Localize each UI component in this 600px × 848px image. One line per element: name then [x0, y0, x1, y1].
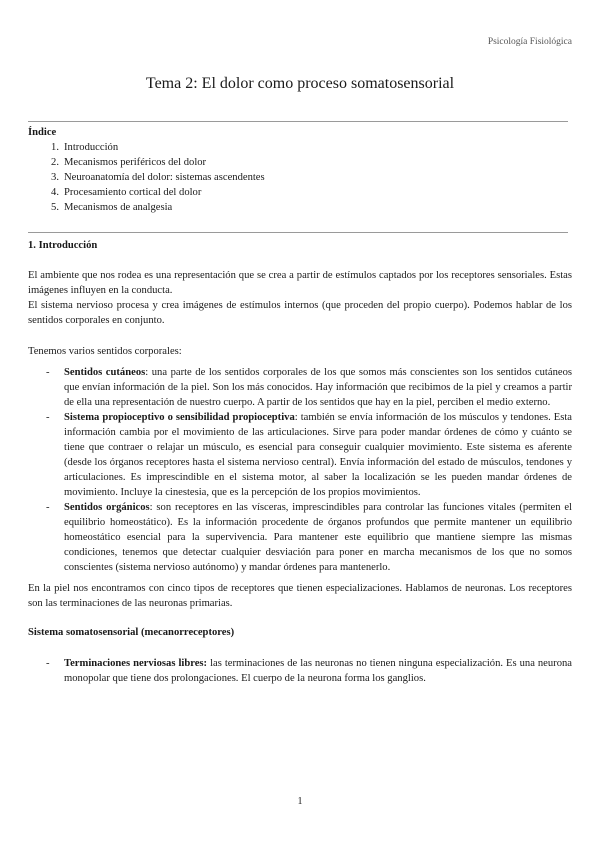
- bullet-item: - Sentidos cutáneos: una parte de los sentidos corporales de los que somos más conscientes son los sentidos cutáneos que envían información de la piel. Son los más conocidos. Hay información que recibimos de la piel y creamos a partir de ella una representación de nuestro cuerpo. A partir de los sentidos que hay en la piel, perciben el medio externo.: [46, 367, 572, 408]
- bullet-item: - Terminaciones nerviosas libres: las terminaciones de las neuronas no tienen ninguna especialización. Es una neurona monopolar que tiene dos prolongaciones. El cuerpo de la neurona forma los ganglios.: [46, 658, 572, 684]
- bullet-text: : una parte de los sentidos corporales de los que somos más conscientes son los sentidos cutáneos que envían información de la piel. Son los más conocidos. Hay información que recibimos de la piel y creamos a partir de ella una representación de nuestro cuerpo. A partir de los sentidos que hay en la piel, perciben el medio externo.: [64, 367, 572, 408]
- bullet-text: : también se envía información de los músculos y tendones. Esta información cambia por el movimiento de las articulaciones. Sirve para poder mandar órdenes de cómo y cuánto se tiene que contraer o relajar un músculo, es esencial para conseguir cualquier movimiento. Este sistema es aferente (desde los órganos receptores hasta el sistema nervioso central). Envía información del estado de músculos, tendones y articulaciones. Es imprescindible en el sistema motor, al saber la localización se les pueden mandar órdenes de movimiento. Incluye la cinestesia, que es la percepción de los propios movimientos.: [64, 412, 572, 498]
- paragraph: El ambiente que nos rodea es una representación que se crea a partir de estímulos captados por los receptores sensoriales. Estas imágenes influyen en la conducta.: [28, 270, 572, 296]
- index-item-label: Mecanismos de analgesia: [64, 202, 173, 213]
- divider-top: [28, 121, 568, 122]
- index-item: 1. Introducción: [51, 142, 119, 153]
- divider-bottom: [28, 232, 568, 233]
- paragraph: El sistema nervioso procesa y crea imágenes de estímulos internos (que proceden del propio cuerpo). Podemos hablar de los sentidos corporales en conjunto.: [28, 300, 572, 326]
- paragraph: Tenemos varios sentidos corporales:: [28, 346, 182, 357]
- section-introduccion: [28, 238, 572, 686]
- index-item-label: Procesamiento cortical del dolor: [64, 187, 202, 198]
- page-number: 1: [297, 796, 303, 807]
- bullet-term: Sentidos cutáneos: [64, 367, 146, 378]
- index-item-label: Neuroanatomía del dolor: sistemas ascendentes: [64, 172, 265, 183]
- index-item-label: Introducción: [64, 142, 119, 153]
- bullet-item: - Sistema propioceptivo o sensibilidad propioceptiva: también se envía información de los músculos y tendones. Esta información cambia por el movimiento de las articulaciones. Sirve para poder mandar órdenes de cómo y cuánto se tiene que contraer o relajar un músculo, es esencial para conseguir cualquier movimiento. Este sistema es aferente (desde los órganos receptores hasta el sistema nervioso central). Envía información del estado de músculos, tendones y articulaciones. Es imprescindible en el sistema motor, al saber la localización se les pueden mandar órdenes de movimiento. Incluye la cinestesia, que es la percepción de los propios movimientos.: [46, 412, 572, 498]
- bullet-item: - Sentidos orgánicos: son receptores en las vísceras, imprescindibles para controlar las funciones vitales (permiten el equilibrio homeostático). Es la información procedente de órganos profundos que permite mantener un equilibrio homeostático esencial para la supervivencia. Para mantener este equilibrio que mantiene siempre las mismas condiciones, tenemos que detectar cualquier desviación para poner en marcha mecanismos de los que no somos conscientes (sistema nervioso autónomo) y mandar órdenes para mantenerlo.: [46, 502, 572, 573]
- index-item: 4. Procesamiento cortical del dolor: [51, 187, 202, 198]
- running-header: Psicología Fisiológica: [487, 37, 572, 47]
- index-item: 2. Mecanismos periféricos del dolor: [51, 157, 207, 168]
- index-item: 3. Neuroanatomía del dolor: sistemas ascendentes: [51, 172, 265, 183]
- table-of-contents: [28, 125, 572, 215]
- index-list: [28, 140, 572, 215]
- index-item: 5. Mecanismos de analgesia: [51, 202, 173, 213]
- index-item-label: Mecanismos periféricos del dolor: [64, 157, 207, 168]
- section-heading: 1. Introducción: [28, 240, 98, 251]
- document-title: Tema 2: El dolor como proceso somatosensorial: [145, 75, 455, 92]
- subsection-heading: Sistema somatosensorial (mecanorreceptores): [28, 627, 235, 638]
- paragraph: En la piel nos encontramos con cinco tipos de receptores que tienen especializaciones. Hablamos de neuronas. Los receptores son las terminaciones de las neuronas primarias.: [28, 583, 572, 609]
- bullet-term: Terminaciones nerviosas libres:: [64, 658, 208, 669]
- bullet-text: las terminaciones de las neuronas no tienen ninguna especialización. Es una neurona monopolar que tiene dos prolongaciones. El cuerpo de la neurona forma los ganglios.: [64, 658, 572, 684]
- bullet-text: : son receptores en las vísceras, imprescindibles para controlar las funciones vitales (permiten el equilibrio homeostático). Es la información procedente de órganos profundos que permite mantener un equilibrio homeostático esencial para la supervivencia. Para mantener este equilibrio que mantiene siempre las mismas condiciones, tenemos que detectar cualquier desviación para poner en marcha mecanismos de los que no somos conscientes (sistema nervioso autónomo) y mandar órdenes para mantenerlo.: [64, 502, 572, 573]
- bullet-term: Sistema propioceptivo o sensibilidad propioceptiva: [64, 412, 295, 423]
- index-heading: Índice: [28, 127, 57, 138]
- bullet-term: Sentidos orgánicos: [64, 502, 150, 513]
